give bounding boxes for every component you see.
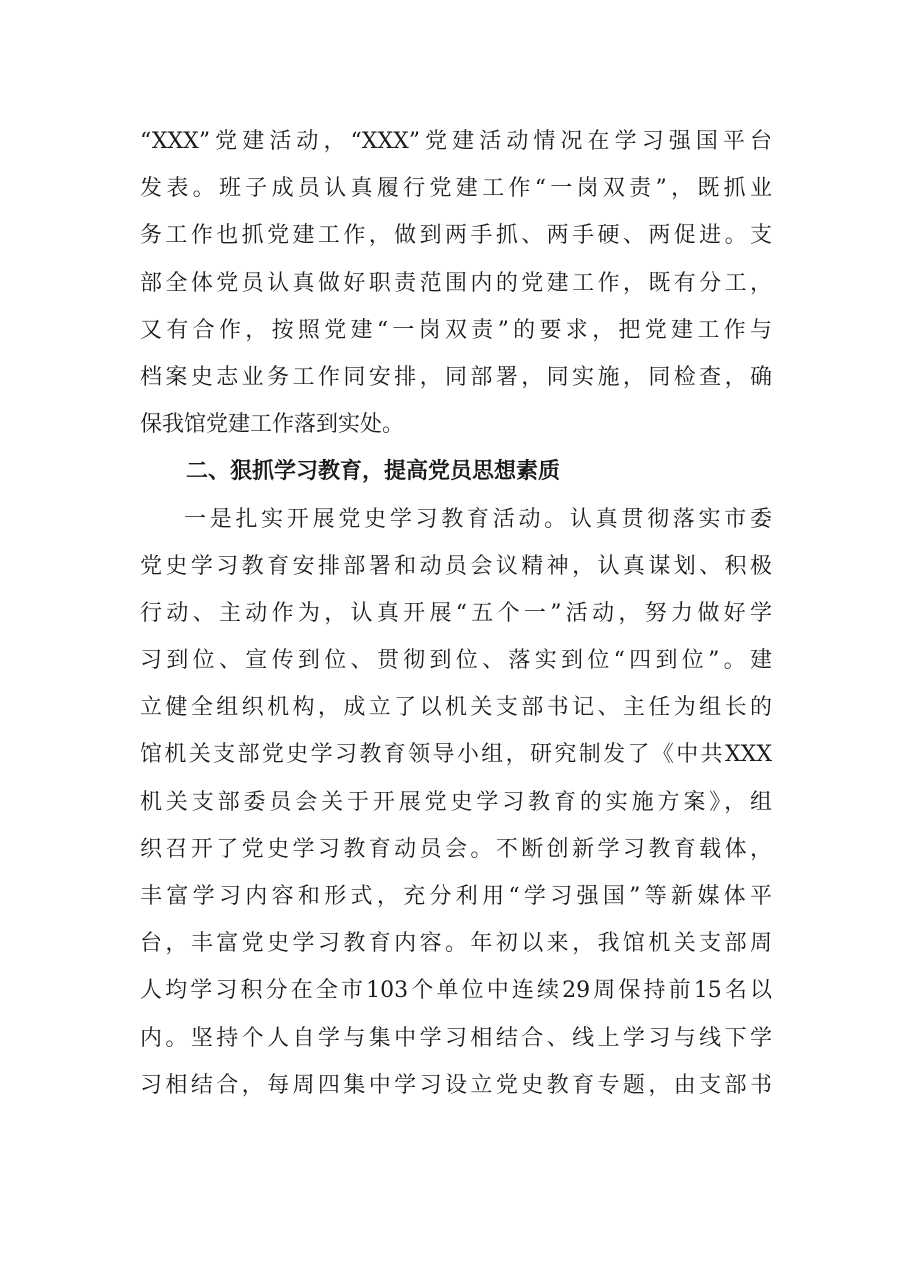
paragraph-party-building-duties [140, 118, 772, 448]
text-line: 内。坚持个人自学与集中学习相结合、线上学习与线下学 [140, 1025, 772, 1051]
text-line: 又有合作，按照党建“一岗双责”的要求，把党建工作与 [140, 317, 772, 343]
text-line: 立健全组织机构，成立了以机关支部书记、主任为组长的 [140, 695, 772, 721]
document-body [140, 118, 772, 1109]
text-line: 台，丰富党史学习教育内容。年初以来，我馆机关支部周 [140, 931, 772, 957]
paragraph-party-history-education [140, 496, 772, 1109]
text-line: 发表。班子成员认真履行党建工作“一岗双责”，既抓业 [140, 176, 772, 202]
text-line: “XXX”党建活动，“XXX”党建活动情况在学习强国平台 [140, 129, 772, 154]
text-line: 一是扎实开展党史学习教育活动。认真贯彻落实市委 [184, 506, 772, 532]
text-line: 织召开了党史学习教育动员会。不断创新学习教育载体， [140, 836, 772, 862]
text-line: 档案史志业务工作同安排，同部署，同实施，同检查，确 [140, 364, 772, 390]
text-line: 保我馆党建工作落到实处。 [140, 412, 405, 438]
text-line: 行动、主动作为，认真开展“五个一”活动，努力做好学 [140, 600, 772, 626]
text-line: 党史学习教育安排部署和动员会议精神，认真谋划、积极 [140, 553, 772, 579]
text-line: 习相结合，每周四集中学习设立党史教育专题，由支部书 [140, 1072, 772, 1098]
text-line: 习到位、宣传到位、贯彻到位、落实到位“四到位”。建 [140, 648, 772, 674]
text-line: 馆机关支部党史学习教育领导小组，研究制发了《中共XXX [140, 742, 772, 768]
section-heading: 二、狠抓学习教育，提高党员思想素质 [186, 459, 561, 485]
text-line: 丰富学习内容和形式，充分利用“学习强国”等新媒体平 [140, 884, 772, 909]
text-line: 人均学习积分在全市103个单位中连续29周保持前15名以 [140, 978, 772, 1004]
text-line: 机关支部委员会关于开展党史学习教育的实施方案》，组 [140, 789, 772, 815]
text-line: 务工作也抓党建工作，做到两手抓、两手硬、两促进。支 [140, 223, 772, 249]
text-line: 部全体党员认真做好职责范围内的党建工作，既有分工， [140, 270, 772, 296]
